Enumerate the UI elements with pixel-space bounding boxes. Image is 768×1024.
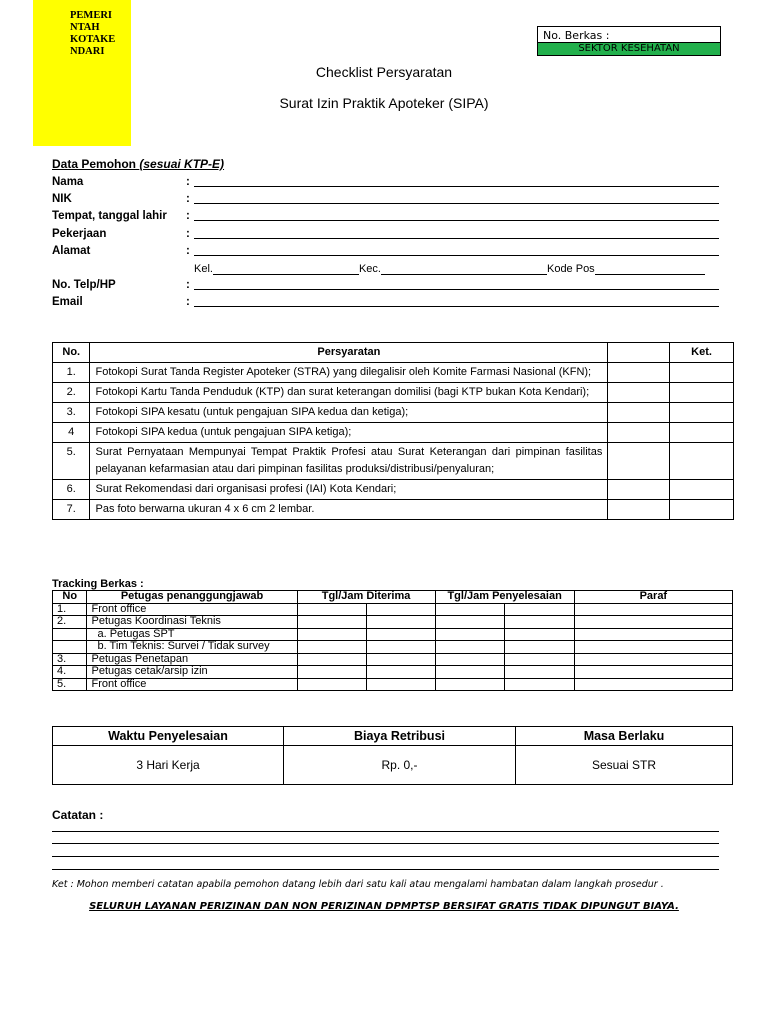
field-label-telp: No. Telp/HP: [52, 279, 116, 291]
ket-cell[interactable]: [670, 423, 734, 443]
date-cell[interactable]: [435, 616, 505, 629]
kec-label: Kec.: [358, 263, 381, 275]
col-header-paraf: Paraf: [574, 591, 732, 604]
ket-note: Ket : Mohon memberi catatan apabila pemohon datang lebih dari satu kali atau mengalami hambatan dalam langkah prosedur .: [52, 879, 664, 890]
time-cell[interactable]: [366, 653, 435, 666]
tracking-header-row: [53, 591, 733, 604]
row-number: 7.: [53, 500, 90, 520]
row-number: [53, 641, 87, 654]
date-cell[interactable]: [297, 641, 366, 654]
paraf-cell[interactable]: [574, 603, 732, 616]
table-row: [53, 666, 733, 679]
row-number: [53, 628, 87, 641]
table-row: [53, 383, 734, 403]
paraf-cell[interactable]: [574, 653, 732, 666]
petugas-name: Petugas cetak/arsip izin: [87, 666, 297, 679]
note-line[interactable]: [52, 831, 719, 832]
row-number: 3.: [53, 403, 90, 423]
petugas-name: Petugas Penetapan: [87, 653, 297, 666]
requirements-table: [52, 342, 734, 520]
col-header-biaya: Biaya Retribusi: [284, 727, 516, 746]
table-row: [53, 628, 733, 641]
summary-header-row: [53, 727, 733, 746]
kel-label: Kel.: [194, 263, 213, 275]
table-row: [53, 480, 734, 500]
field-colon: :: [186, 228, 190, 240]
check-cell[interactable]: [608, 403, 670, 423]
col-header-check: [608, 343, 670, 363]
date-cell[interactable]: [297, 653, 366, 666]
requirement-text: Surat Rekomendasi dari organisasi profesi (IAI) Kota Kendari;: [90, 480, 608, 500]
requirement-text: Fotokopi SIPA kedua (untuk pengajuan SIPA ketiga);: [90, 423, 608, 443]
table-row: [53, 500, 734, 520]
petugas-name: Front office: [87, 678, 297, 691]
col-header-no: No: [53, 591, 87, 604]
row-number: 2.: [53, 616, 87, 629]
tracking-table: [52, 590, 733, 691]
time-cell[interactable]: [505, 641, 575, 654]
field-label-email: Email: [52, 296, 83, 308]
kodepos-label: Kode Pos: [546, 263, 595, 275]
petugas-name: a. Petugas SPT: [87, 628, 297, 641]
time-cell[interactable]: [366, 666, 435, 679]
time-cell[interactable]: [366, 616, 435, 629]
ket-cell[interactable]: [670, 500, 734, 520]
tracking-heading: Tracking Berkas :: [52, 578, 144, 590]
field-label-alamat: Alamat: [52, 245, 91, 257]
date-cell[interactable]: [297, 603, 366, 616]
field-line-email[interactable]: [194, 306, 719, 307]
field-line-nik[interactable]: [194, 203, 719, 204]
address-detail-row: [194, 263, 719, 275]
row-number: 4.: [53, 666, 87, 679]
kodepos-line[interactable]: [595, 263, 705, 275]
check-cell[interactable]: [608, 363, 670, 383]
table-row: [53, 653, 733, 666]
time-cell[interactable]: [366, 628, 435, 641]
time-cell[interactable]: [366, 603, 435, 616]
free-service-note: SELURUH LAYANAN PERIZINAN DAN NON PERIZINAN DPMPTSP BERSIFAT GRATIS TIDAK DIPUNGUT BIAYA.: [89, 901, 679, 912]
masa-value: Sesuai STR: [516, 746, 733, 785]
applicant-heading: [52, 157, 224, 171]
field-line-pekerjaan[interactable]: [194, 238, 719, 239]
row-number: 1.: [53, 603, 87, 616]
logo-text: PEMERI NTAH KOTAKE NDARI: [70, 10, 116, 57]
applicant-heading-main: Data Pemohon: [52, 157, 140, 171]
col-header-ket: Ket.: [670, 343, 734, 363]
field-colon: :: [186, 193, 190, 205]
kec-line[interactable]: [381, 263, 547, 275]
row-number: 3.: [53, 653, 87, 666]
time-cell[interactable]: [366, 678, 435, 691]
col-header-waktu: Waktu Penyelesaian: [53, 727, 284, 746]
table-row: [53, 678, 733, 691]
field-label-pekerjaan: Pekerjaan: [52, 228, 107, 240]
field-label-nama: Nama: [52, 176, 84, 188]
requirement-text: Fotokopi SIPA kesatu (untuk pengajuan SIPA kedua dan ketiga);: [90, 403, 608, 423]
petugas-name: Front office: [87, 603, 297, 616]
time-cell[interactable]: [505, 628, 575, 641]
requirements-header-row: [53, 343, 734, 363]
check-cell[interactable]: [608, 480, 670, 500]
field-line-ttl[interactable]: [194, 220, 719, 221]
col-header-penyelesaian: Tgl/Jam Penyelesaian: [435, 591, 574, 604]
requirement-text: Pas foto berwarna ukuran 4 x 6 cm 2 lembar.: [90, 500, 608, 520]
requirement-text: Fotokopi Surat Tanda Register Apoteker (STRA) yang dilegalisir oleh Komite Farmasi Nasional (KFN);: [90, 363, 608, 383]
summary-value-row: [53, 746, 733, 785]
table-row: [53, 603, 733, 616]
requirement-text: Fotokopi Kartu Tanda Penduduk (KTP) dan surat keterangan domilisi (bagi KTP bukan Kota Kendari);: [90, 383, 608, 403]
date-cell[interactable]: [435, 628, 505, 641]
berkas-label: No. Berkas :: [543, 29, 610, 42]
page-subtitle: Surat Izin Praktik Apoteker (SIPA): [279, 95, 489, 111]
paraf-cell[interactable]: [574, 678, 732, 691]
row-number: 1.: [53, 363, 90, 383]
row-number: 4: [53, 423, 90, 443]
paraf-cell[interactable]: [574, 628, 732, 641]
field-line-nama[interactable]: [194, 186, 719, 187]
ket-cell[interactable]: [670, 383, 734, 403]
field-line-alamat[interactable]: [194, 255, 719, 256]
col-header-persyaratan: Persyaratan: [90, 343, 608, 363]
page-title: Checklist Persyaratan: [315, 64, 453, 80]
date-cell[interactable]: [297, 666, 366, 679]
date-cell[interactable]: [297, 678, 366, 691]
summary-table: [52, 726, 733, 785]
field-colon: :: [186, 210, 190, 222]
check-cell[interactable]: [608, 383, 670, 403]
note-line[interactable]: [52, 843, 719, 844]
row-number: 5.: [53, 443, 90, 480]
biaya-value: Rp. 0,-: [284, 746, 516, 785]
kel-line[interactable]: [213, 263, 359, 275]
time-cell[interactable]: [505, 603, 575, 616]
field-line-telp[interactable]: [194, 289, 719, 290]
table-row: [53, 616, 733, 629]
col-header-masa: Masa Berlaku: [516, 727, 733, 746]
note-line[interactable]: [52, 869, 719, 870]
date-cell[interactable]: [297, 628, 366, 641]
applicant-heading-sub: (sesuai KTP-E): [139, 157, 225, 171]
sector-badge: SEKTOR KESEHATAN: [537, 42, 721, 56]
table-row: [53, 363, 734, 383]
time-cell[interactable]: [505, 653, 575, 666]
check-cell[interactable]: [608, 500, 670, 520]
field-colon: :: [186, 245, 190, 257]
table-row: [53, 641, 733, 654]
col-header-no: No.: [53, 343, 90, 363]
field-colon: :: [186, 296, 190, 308]
check-cell[interactable]: [608, 423, 670, 443]
time-cell[interactable]: [505, 678, 575, 691]
field-label-ttl: Tempat, tanggal lahir: [52, 210, 167, 222]
catatan-label: Catatan :: [52, 808, 104, 822]
row-number: 5.: [53, 678, 87, 691]
ket-cell[interactable]: [670, 480, 734, 500]
paraf-cell[interactable]: [574, 666, 732, 679]
date-cell[interactable]: [435, 653, 505, 666]
col-header-diterima: Tgl/Jam Diterima: [297, 591, 435, 604]
date-cell[interactable]: [435, 666, 505, 679]
requirement-text: Surat Pernyataan Mempunyai Tempat Praktik Profesi atau Surat Keterangan dari pimpinan fasilitas pelayanan kefarmasian atau dari pimpinan fasilitas produksi/distribusi/penyaluran;: [90, 443, 608, 480]
field-colon: :: [186, 279, 190, 291]
petugas-name: b. Tim Teknis: Survei / Tidak survey: [87, 641, 297, 654]
time-cell[interactable]: [366, 641, 435, 654]
paraf-cell[interactable]: [574, 641, 732, 654]
table-row: [53, 443, 734, 480]
col-header-petugas: Petugas penanggungjawab: [87, 591, 297, 604]
time-cell[interactable]: [505, 666, 575, 679]
date-cell[interactable]: [435, 678, 505, 691]
table-row: [53, 403, 734, 423]
paraf-cell[interactable]: [574, 616, 732, 629]
date-cell[interactable]: [297, 616, 366, 629]
date-cell[interactable]: [435, 641, 505, 654]
field-colon: :: [186, 176, 190, 188]
row-number: 6.: [53, 480, 90, 500]
ket-cell[interactable]: [670, 403, 734, 423]
table-row: [53, 423, 734, 443]
ket-cell[interactable]: [670, 363, 734, 383]
ket-cell[interactable]: [670, 443, 734, 480]
note-line[interactable]: [52, 856, 719, 857]
petugas-name: Petugas Koordinasi Teknis: [87, 616, 297, 629]
waktu-value: 3 Hari Kerja: [53, 746, 284, 785]
row-number: 2.: [53, 383, 90, 403]
field-label-nik: NIK: [52, 193, 72, 205]
check-cell[interactable]: [608, 443, 670, 480]
date-cell[interactable]: [435, 603, 505, 616]
time-cell[interactable]: [505, 616, 575, 629]
